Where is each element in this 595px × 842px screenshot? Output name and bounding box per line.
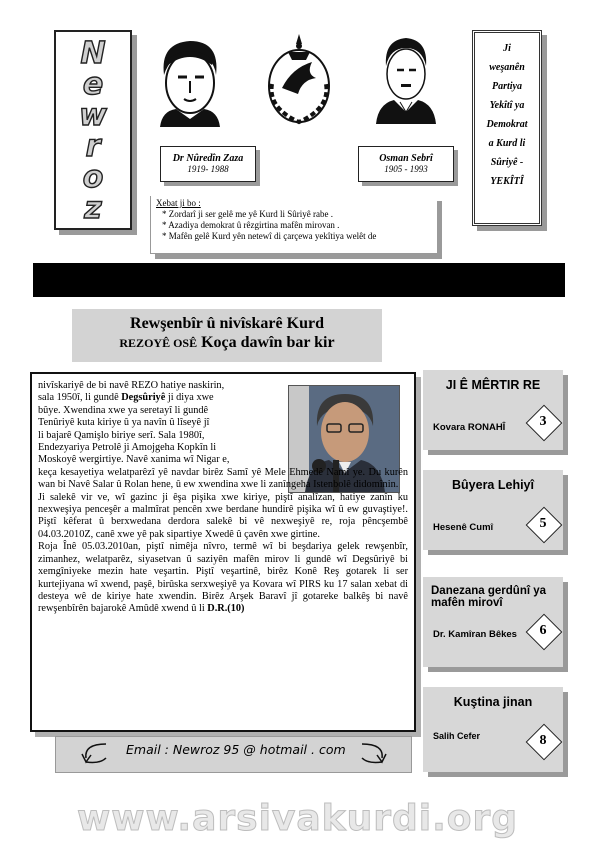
article-line-end: ji diya xwe bbox=[165, 392, 214, 404]
headline-line-2 bbox=[72, 334, 382, 352]
sidebar-item-author: Salih Cefer bbox=[433, 731, 481, 741]
info-line: weşanên bbox=[489, 62, 525, 73]
article-body bbox=[38, 380, 408, 616]
page-number: 8 bbox=[539, 733, 547, 748]
info-line: a Kurd li bbox=[488, 138, 526, 149]
sidebar-item-author: Dr. Kamîran Bêkes bbox=[433, 629, 517, 640]
title-letter: e bbox=[82, 67, 104, 102]
info-line: Ji bbox=[503, 43, 511, 54]
sidebar-item-title: Danezana gerdûnî ya mafên mirovî bbox=[431, 585, 547, 609]
caption-left-name: Dr Nûredîn Zaza bbox=[172, 153, 244, 164]
sidebar-item-1[interactable] bbox=[423, 370, 563, 450]
caption-left bbox=[160, 146, 256, 182]
article-signature: D.R.(10) bbox=[207, 603, 245, 615]
page-number: 6 bbox=[539, 623, 547, 638]
sidebar-item-author: Kovara RONAHÎ bbox=[433, 422, 506, 433]
article-line: nivîskariyê de bi navê REZO hatiye naskirin, bbox=[38, 380, 225, 391]
village-name: Degsûriyê bbox=[121, 392, 166, 404]
info-line: Partiya bbox=[492, 81, 522, 92]
page-number: 3 bbox=[539, 414, 547, 429]
portrait-left bbox=[150, 35, 228, 127]
info-line: Demokrat bbox=[486, 119, 528, 130]
goal-item: * Zordarî ji ser gelê me yê Kurd li Sûriyê rabe . bbox=[162, 209, 333, 219]
newroz-title-box bbox=[54, 30, 132, 230]
caption-right bbox=[358, 146, 454, 182]
title-letter: o bbox=[82, 160, 104, 195]
goals-box bbox=[150, 196, 437, 254]
sidebar-item-2[interactable] bbox=[423, 470, 563, 550]
curved-arrow-right-icon bbox=[358, 740, 388, 766]
curved-arrow-left-icon bbox=[80, 740, 110, 766]
sidebar-item-title: Bûyera Lehiyî bbox=[452, 478, 534, 492]
info-line: Sûriyê - bbox=[490, 157, 524, 168]
title-letter: z bbox=[84, 191, 102, 226]
caption-right-name: Osman Sebrî bbox=[379, 153, 433, 164]
email-address: Email : Newroz 95 @ hotmail . com bbox=[126, 742, 346, 757]
sidebar-item-author: Hesenê Cumî bbox=[433, 522, 494, 533]
goals-title: Xebat ji bo : bbox=[156, 198, 201, 208]
article-paragraph-1: keça kesayetiya welatparêzî yê navdar birêz Samî yê Mele Ehmedê Namî ye. Du kurên wan bi Navê Salar û Rolan hene, û ew xwendina xwe li zanîngeha Istenbolê didomînin. bbox=[38, 466, 408, 491]
sidebar-item-title: Kuştina jinan bbox=[453, 695, 533, 709]
article-line: Endezyariya Petrolê ji Amojgeha Kopkîn li bbox=[38, 442, 217, 454]
caption-right-years: 1905 - 1993 bbox=[384, 164, 428, 174]
article-paragraph-3 bbox=[38, 541, 408, 615]
watermark: www.arsivakurdi.org bbox=[76, 798, 519, 839]
portrait-right bbox=[370, 32, 442, 124]
headline-box bbox=[72, 309, 382, 362]
info-line: YEKÎTÎ bbox=[490, 176, 524, 187]
headline-line-1: Rewşenbîr û nivîskarê Kurd bbox=[130, 315, 324, 332]
headline-rest: Koça dawîn bar kir bbox=[197, 334, 335, 351]
caption-left-years: 1919- 1988 bbox=[187, 164, 229, 174]
article-line: Moskoyê wergirtiye. Navê xanima wî Nigar e, bbox=[38, 454, 230, 466]
title-letter: r bbox=[85, 129, 101, 164]
goal-item: * Azadiya demokrat û rêzgirtina mafên mirovan . bbox=[162, 220, 340, 230]
party-emblem-icon bbox=[258, 28, 340, 128]
headline-name: REZOYÊ OSÊ bbox=[119, 336, 198, 350]
title-letter: w bbox=[79, 98, 107, 133]
sidebar-item-4[interactable] bbox=[423, 687, 563, 772]
goal-item: * Mafên gelê Kurd yên netewî di çarçewa yekîtiya welêt de bbox=[162, 231, 377, 241]
article-line: Tenûriyê kuta kiriye û ya navîn û lîseyê jî bbox=[38, 417, 210, 429]
sidebar-item-3[interactable] bbox=[423, 577, 563, 667]
page-number: 5 bbox=[539, 516, 547, 531]
article-line-start: sala 1950î, li gundê bbox=[38, 392, 122, 404]
title-letter: N bbox=[80, 36, 106, 71]
article-line: bûye. Xwendina xwe ya seretayî li gundê bbox=[38, 404, 209, 416]
info-line: Yekîtî ya bbox=[489, 100, 525, 111]
article-line: li bajarê Qamişlo biriye serî. Sala 1980î, bbox=[38, 429, 205, 441]
article-paragraph-2: Ji salekê vir ve, wî gazinc ji êşa pişika xwe kiriye, piştî analîzan, hatiye zanîn ku nexweşiya penceşêr a malmîrat pencên xwe berdane hundirê pişika wî û ew guvaştiye!. Piştî kêferat û berxwedana derdora salekê bi vê nexweşiyê re, roja pêncşembê 04.03.2010Z, canê xwe yê pak sipartiye Xwedê û çavên xwe girtine. bbox=[38, 491, 408, 540]
article-line bbox=[38, 392, 408, 404]
sidebar-item-title: JI Ê MÊRTIR RE bbox=[445, 378, 541, 392]
publisher-info-box bbox=[472, 30, 542, 226]
black-divider-bar bbox=[33, 263, 565, 297]
paragraph-3-text: Roja Înê 05.03.2010an, piştî nimêja nîvro, termê wî bi beşdariya gelek rewşenbîr, zimanhez, welatparêz, siyasetvan û saziyên mafên mirov li gundê wî Degsûriyê bi xemgîniyeke mezin hate veşartin. Piştî veşartinê, birêz Konê Reş gotarek li ser kurtejiyana wî xwend, paşê, birûska serxweşiyê ya Kovara wî PIRS ku 17 salan xebat di desteya wê de kiriye hate xwendin. Birêz Arşek Baravî jî gotareke balkêş bi navê rewşenbîrên bajarokê Amûdê xwend û li bbox=[38, 541, 408, 615]
